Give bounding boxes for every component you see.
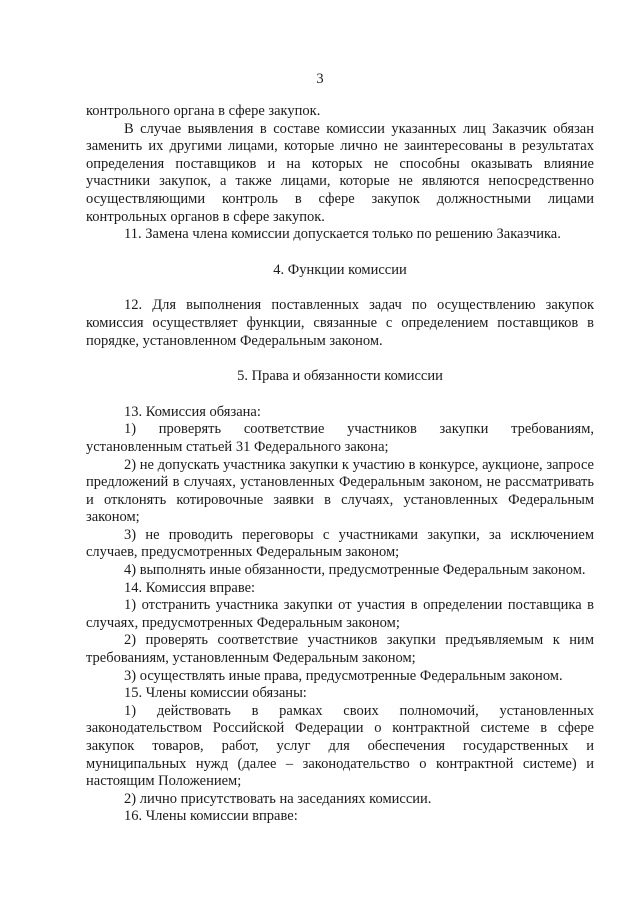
paragraph: 3) осуществлять иные права, предусмотренные Федеральным законом. bbox=[124, 667, 563, 684]
paragraph: 15. Члены комиссии обязаны: bbox=[124, 685, 307, 702]
paragraph: 4) выполнять иные обязанности, предусмотренные Федеральным законом. bbox=[124, 562, 586, 579]
paragraph: 1) действовать в рамках своих полномочий, установленных законодательством Российской Федерации о контрактной системе в сфере закупок товаров, работ, услуг для обеспечения государственных и муниципальных нужд (далее – законодательство о контрактной системе) и настоящим Положением; bbox=[86, 702, 594, 790]
paragraph: 3) не проводить переговоры с участниками закупки, за исключением случаев, предусмотренных Федеральным законом; bbox=[86, 526, 594, 561]
document-body bbox=[86, 103, 594, 826]
paragraph: 16. Члены комиссии вправе: bbox=[124, 808, 298, 825]
paragraph: 1) отстранить участника закупки от участия в определении поставщика в случаях, предусмотренных Федеральным законом; bbox=[86, 597, 594, 631]
section-heading: 4. Функции комиссии bbox=[273, 261, 407, 278]
paragraph: В случае выявления в составе комиссии указанных лиц Заказчик обязан заменить их другими лицами, которые лично не заинтересованы в результатах определения поставщиков и на которых не способны оказывать влияние участники закупок, а также лицами, которые не являются непосредственно осуществляющими контроль в сфере закупок должностными лицами контрольных органов в сфере закупок. bbox=[86, 120, 594, 225]
paragraph: 2) лично присутствовать на заседаниях комиссии. bbox=[124, 790, 432, 807]
paragraph: 11. Замена члена комиссии допускается только по решению Заказчика. bbox=[124, 226, 561, 243]
paragraph: 2) проверять соответствие участников закупки предъявляемым к ним требованиям, установленным Федеральным законом; bbox=[86, 632, 594, 667]
paragraph: 2) не допускать участника закупки к участию в конкурсе, аукционе, запросе предложений в случаях, установленных Федеральным законом, не рассматривать и отклонять котировочные заявки в случаях, установленных Федеральным законом; bbox=[86, 456, 594, 526]
section-heading: 5. Права и обязанности комиссии bbox=[237, 368, 443, 385]
paragraph: 13. Комиссия обязана: bbox=[124, 403, 261, 420]
paragraph: контрольного органа в сфере закупок. bbox=[86, 103, 321, 119]
paragraph: 14. Комиссия вправе: bbox=[124, 579, 256, 596]
page-number: 3 bbox=[316, 71, 324, 87]
paragraph: 1) проверять соответствие участников закупки требованиям, установленным статьей 31 Федерального закона; bbox=[86, 421, 594, 455]
paragraph: 12. Для выполнения поставленных задач по осуществлению закупок комиссия осуществляет функции, связанные с определением поставщиков в порядке, установленном Федеральным законом. bbox=[86, 297, 594, 349]
